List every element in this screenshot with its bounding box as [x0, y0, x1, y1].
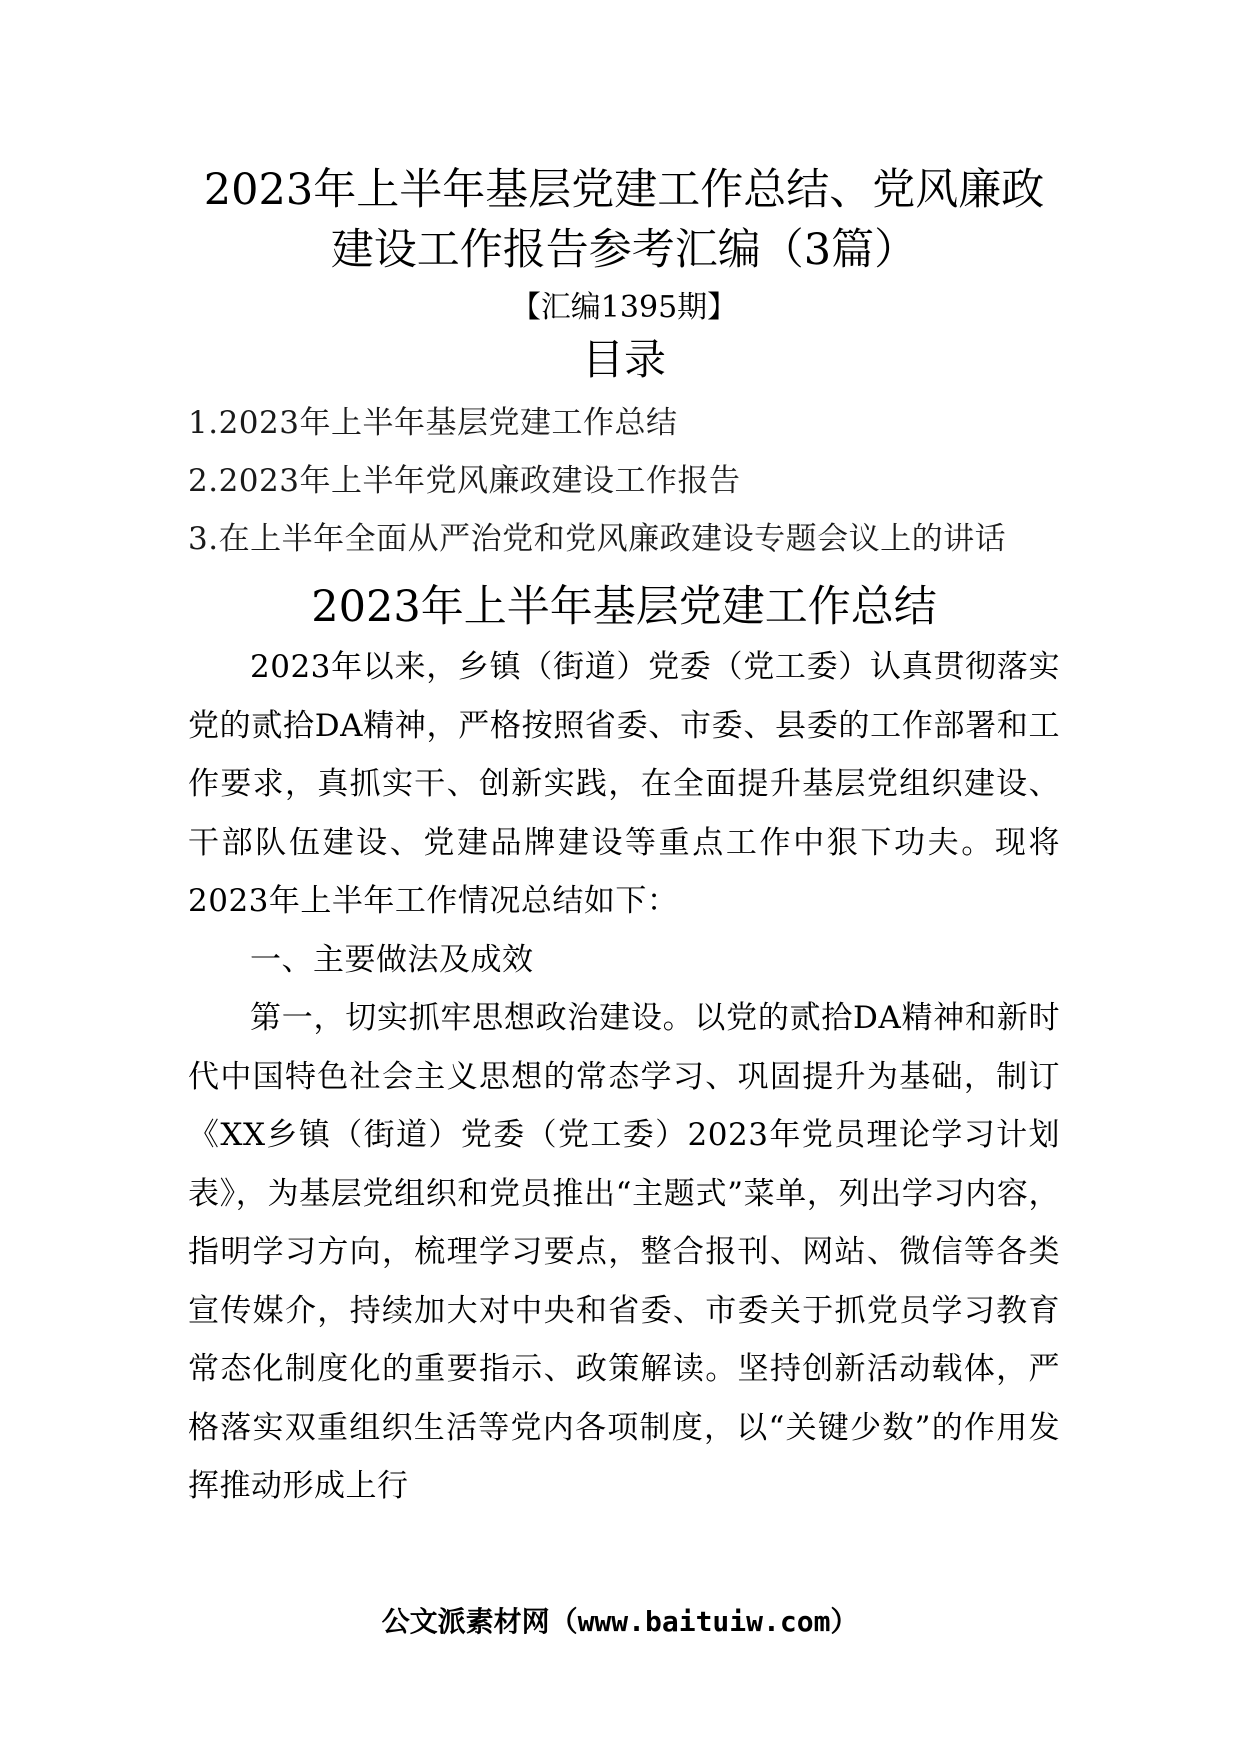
section-title: 2023年上半年基层党建工作总结: [311, 582, 937, 632]
toc-item: 1.2023年上半年基层党建工作总结: [188, 405, 678, 441]
body-paragraph: 第一，切实抓牢思想政治建设。以党的贰拾DA精神和新时代中国特色社会主义思想的常态学习、巩固提升为基础，制订《XX乡镇（街道）党委（党工委）2023年党员理论学习计划表》，为基层党组织和党员推出“主题式”菜单，列出学习内容，指明学习方向，梳理学习要点，整合报刊、网站、微信等各类宣传媒介，持续加大对中央和省委、市委关于抓党员学习教育常态化制度化的重要指示、政策解读。坚持创新活动载体，严格落实双重组织生活等党内各项制度，以“关键少数”的作用发挥推动形成上行: [188, 1000, 1060, 1504]
body-paragraph: 2023年以来，乡镇（街道）党委（党工委）认真贯彻落实党的贰拾DA精神，严格按照省委、市委、县委的工作部署和工作要求，真抓实干、创新实践，在全面提升基层党组织建设、干部队伍建设、党建品牌建设等重点工作中狠下功夫。现将2023年上半年工作情况总结如下：: [188, 649, 1060, 919]
footer-watermark: 公文派素材网（www.baituiw.com）: [381, 1605, 859, 1638]
subsection-heading: 一、主要做法及成效: [250, 941, 534, 978]
document-body: [188, 160, 1060, 1516]
document-title: 2023年上半年基层党建工作总结、党风廉政建设工作报告参考汇编（3篇）: [203, 165, 1045, 275]
toc-item: 2.2023年上半年党风廉政建设工作报告: [188, 463, 741, 499]
toc-heading: 目录: [581, 335, 666, 384]
table-of-contents: [188, 394, 1060, 568]
toc-item: 3.在上半年全面从严治党和党风廉政建设专题会议上的讲话: [188, 521, 1007, 557]
issue-number: 【汇编1395期】: [510, 290, 738, 325]
